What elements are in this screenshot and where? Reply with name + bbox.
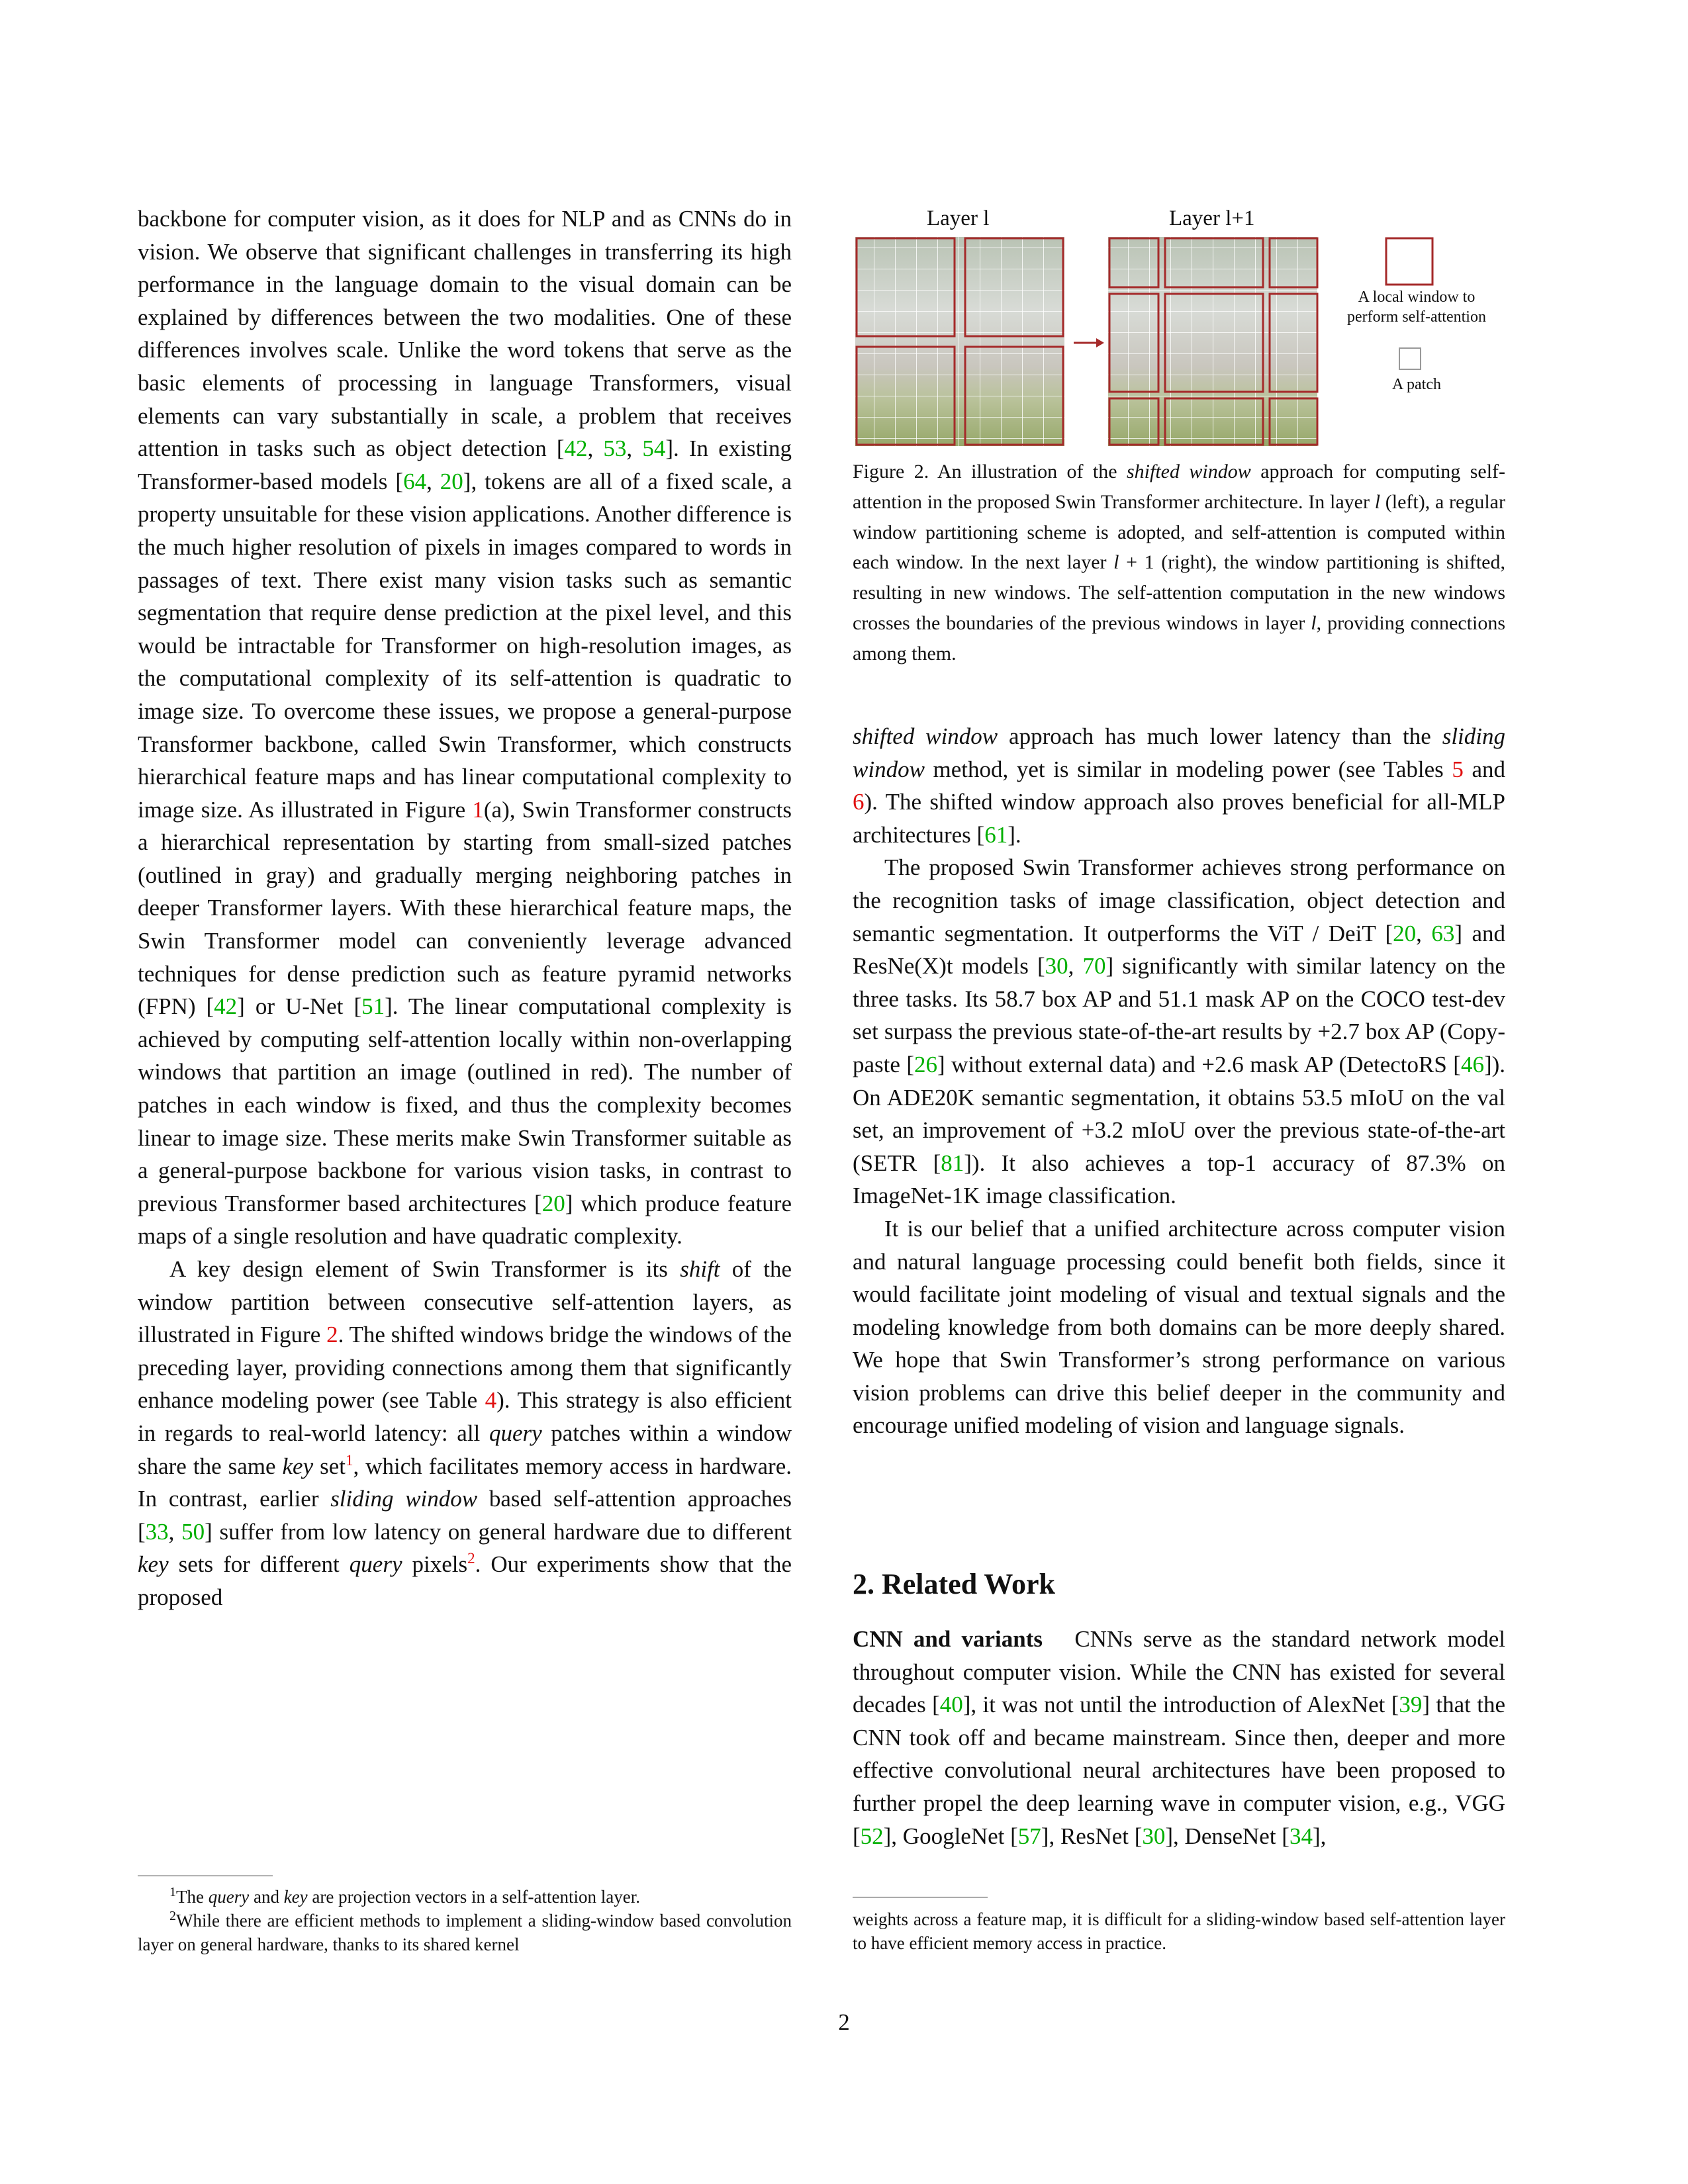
right-paragraph-2: The proposed Swin Transformer achieves strong performance on the recognition tasks of image classification, object detection and semantic segmentation. It outperforms the ViT / DeiT [20, 63] and ResNe(X)t models [30, 70] significantly with similar latency on the three tasks. Its 58.7 box AP and 51.1 mask AP on the COCO test-dev set surpass the previous state-of-the-art results by +2.7 box AP (Copy-paste [26] without external data) and +2.6 mask AP (DetectoRS [46]). On ADE20K semantic segmentation, it obtains 53.5 mIoU on the val set, an improvement of +3.2 mIoU over the previous state-of-the-art (SETR [81]). It also achieves a top-1 accuracy of 87.3% on ImageNet-1K image classification. [853,854,1506,1209]
layer-l-label: Layer l [927,206,990,230]
page-number: 2 [838,2009,850,2035]
arrow-icon [1074,338,1104,347]
figure-2 [853,205,1505,457]
layer-l-image [855,237,1064,446]
patch-legend-icon [1399,348,1421,369]
right-paragraph-3: It is our belief that a unified architecture across computer vision and natural language processing could benefit both fields, since it would facilitate joint modeling of visual and textual signals and the modeling knowledge from both domains can be more deeply shared. We hope that Swin Transformer’s strong performance on various vision problems can drive this belief deeper in the community and encourage unified modeling of vision and language signals. [853,1215,1505,1439]
figure-2-caption: Figure 2. An illustration of the shifted window approach for computing self-attention in the proposed Swin Transformer architecture. In layer l (left), a regular window partitioning scheme is adopted, and self-attention is computed within each window. In the next layer l + 1 (right), the window partitioning is shifted, resulting in new windows. The self-attention computation in the new windows crosses the boundaries of the previous windows in layer l, providing connections among them. [853,461,1506,664]
footnote-2: $^2$While there are efficient methods to implement a sliding-window based convolution layer on general hardware, thanks to its shared kernel [138,1909,792,1954]
left-paragraph-2: A key design element of Swin Transformer is its shift of the window partition between consecutive self-attention layers, as illustrated in Figure 2. The shifted windows bridge the windows of the preceding layer, providing connections among them that significantly enhance modeling power (see Table 4). This strategy is also efficient in regards to real-world latency: all query patches within a window share the same key set$^1$, which facilitates memory access in hardware. In contrast, earlier sliding window based self-attention approaches [33, 50] suffer from low latency on general hardware due to different key sets for different query pixels$^2$. Our experiments show that the proposed [138,1256,792,1610]
legend-patch-text: A patch [1392,376,1441,393]
section-heading-related-work: 2. Related Work [853,1568,1055,1600]
paragraph-lead: CNN and variants [853,1626,1043,1652]
footnotes-left [138,1885,792,1956]
left-paragraph-1: backbone for computer vision, as it does for NLP and as CNNs do in vision. We observe that significant challenges in transferring its high performance in the language domain to the visual domain can be explained by differences between the two modalities. One of these differences involves scale. Unlike the word tokens that serve as the basic elements of processing in language Transformers, visual elements can vary substantially in scale, a problem that receives attention in tasks such as object detection [42, 53, 54]. In existing Transformer-based models [64, 20], tokens are all of a fixed scale, a property unsuitable for these vision applications. Another difference is the much higher resolution of pixels in images compared to words in passages of text. There exist many vision tasks such as semantic segmentation that require dense prediction at the pixel level, and this would be intractable for Transformer on high-resolution images, as the computational complexity of its self-attention is quadratic to image size. To overcome these issues, we propose a general-purpose Transformer backbone, called Swin Transformer, which constructs hierarchical feature maps and has linear computational complexity to image size. As illustrated in Figure 1(a), Swin Transformer constructs a hierarchical representation by starting from small-sized patches (outlined in gray) and gradually merging neighboring patches in deeper Transformer layers. With these hierarchical feature maps, the Swin Transformer model can conveniently leverage advanced techniques for dense prediction such as feature pyramid networks (FPN) [42] or U-Net [51]. The linear computational complexity is achieved by computing self-attention locally within non-overlapping windows that partition an image (outlined in red). The number of patches in each window is fixed, and thus the complexity becomes linear to image size. These merits make Swin Transformer suitable as a general-purpose backbone for various vision tasks, in contrast to previous Transformer based architectures [20] which produce feature maps of a single resolution and have quadratic complexity. [138,206,792,1250]
layer-l1-label: Layer l+1 [1169,206,1255,230]
related-work-paragraph: CNN and variants CNNs serve as the standard network model throughout computer vision. While the CNN has existed for several decades [40], it was not until the introduction of AlexNet [39] that the CNN took off and became mainstream. Since then, deeper and more effective convolutional neural architectures have been proposed to further propel the deep learning wave in computer vision, e.g., VGG [52], GoogleNet [57], ResNet [30], DenseNet [34], [853,1626,1505,1849]
footnote-1: $^1$The query and key are projection vectors in a self-attention layer. [169,1885,640,1907]
shifted-window-illustration [853,205,1505,457]
right-column [853,720,1505,1442]
footnote-2-continued: weights across a feature map, it is difficult for a sliding-window based self-attention layer to have efficient memory access in practice. [853,1909,1505,1953]
right-paragraph-1: shifted window approach has much lower latency than the sliding window method, yet is similar in modeling power (see Tables 5 and 6). The shifted window approach also proves beneficial for all-MLP architectures [61]. [853,723,1505,848]
legend-window-text: A local window to perform self-attention [1347,289,1486,326]
local-window-legend-icon [1386,238,1432,285]
layer-l1-image [1108,237,1317,446]
left-column [138,203,792,1614]
